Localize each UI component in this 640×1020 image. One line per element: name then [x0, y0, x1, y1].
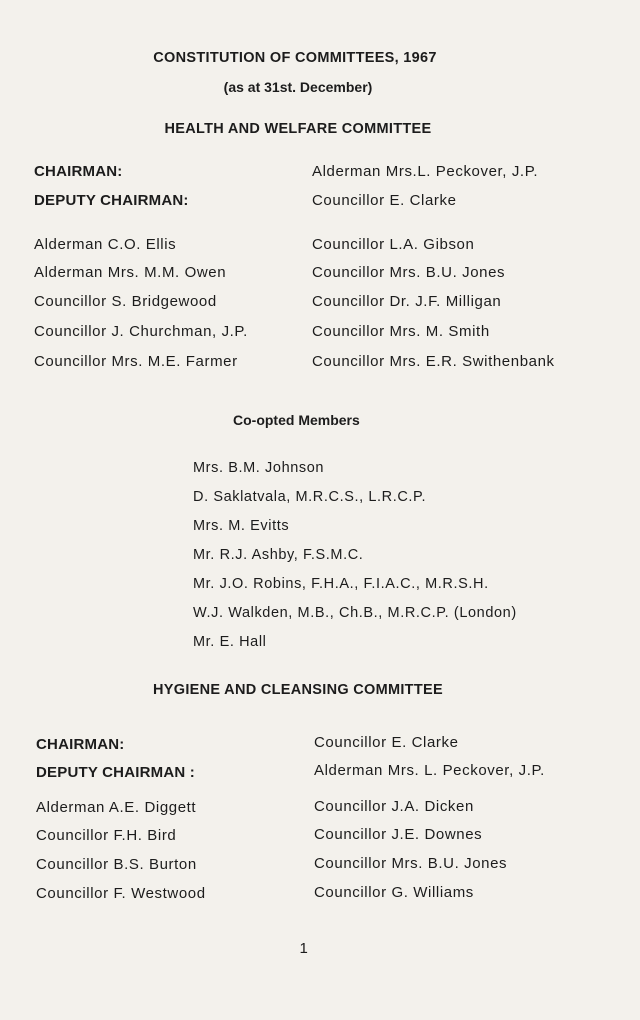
health-member-right: Councillor Dr. J.F. Milligan	[312, 293, 502, 310]
health-member-left: Councillor S. Bridgewood	[34, 293, 217, 310]
hygiene-committee-heading: HYGIENE AND CLEANSING COMMITTEE	[153, 682, 443, 698]
hygiene-deputy-label: DEPUTY CHAIRMAN :	[36, 764, 195, 781]
hygiene-member-left: Councillor F.H. Bird	[36, 827, 177, 844]
coopted-member: Mr. E. Hall	[193, 634, 267, 650]
hygiene-deputy-name: Alderman Mrs. L. Peckover, J.P.	[314, 762, 545, 779]
health-member-left: Alderman Mrs. M.M. Owen	[34, 264, 227, 281]
hygiene-member-right: Councillor G. Williams	[314, 884, 474, 901]
health-member-right: Councillor L.A. Gibson	[312, 236, 475, 253]
coopted-member: Mr. J.O. Robins, F.H.A., F.I.A.C., M.R.S.H.	[193, 576, 489, 592]
hygiene-member-left: Councillor B.S. Burton	[36, 856, 197, 873]
health-member-left: Councillor J. Churchman, J.P.	[34, 323, 248, 340]
coopted-heading: Co-opted Members	[233, 412, 360, 428]
page-number: 1	[299, 940, 309, 957]
coopted-member: D. Saklatvala, M.R.C.S., L.R.C.P.	[193, 489, 427, 505]
hygiene-member-right: Councillor Mrs. B.U. Jones	[314, 855, 508, 872]
coopted-member: Mrs. M. Evitts	[193, 518, 290, 534]
health-member-right: Councillor Mrs. E.R. Swithenbank	[312, 353, 555, 370]
health-deputy-name: Councillor E. Clarke	[312, 192, 457, 209]
health-member-right: Councillor Mrs. B.U. Jones	[312, 264, 506, 281]
page-subtitle: (as at 31st. December)	[223, 79, 373, 95]
coopted-member: Mr. R.J. Ashby, F.S.M.C.	[193, 547, 364, 563]
health-member-right: Councillor Mrs. M. Smith	[312, 323, 490, 340]
health-committee-heading: HEALTH AND WELFARE COMMITTEE	[164, 121, 432, 137]
page-title: CONSTITUTION OF COMMITTEES, 1967	[153, 50, 437, 66]
hygiene-member-right: Councillor J.A. Dicken	[314, 798, 474, 815]
health-member-left: Alderman C.O. Ellis	[34, 236, 177, 253]
hygiene-chairman-name: Councillor E. Clarke	[314, 734, 459, 751]
hygiene-chairman-label: CHAIRMAN:	[36, 736, 125, 753]
health-member-left: Councillor Mrs. M.E. Farmer	[34, 353, 238, 370]
hygiene-member-left: Councillor F. Westwood	[36, 885, 206, 902]
hygiene-member-right: Councillor J.E. Downes	[314, 826, 483, 843]
health-deputy-label: DEPUTY CHAIRMAN:	[34, 192, 189, 209]
health-chairman-name: Alderman Mrs.L. Peckover, J.P.	[312, 163, 539, 180]
health-chairman-label: CHAIRMAN:	[34, 163, 123, 180]
coopted-member: W.J. Walkden, M.B., Ch.B., M.R.C.P. (London)	[193, 605, 517, 621]
coopted-member: Mrs. B.M. Johnson	[193, 460, 325, 476]
hygiene-member-left: Alderman A.E. Diggett	[36, 799, 197, 816]
